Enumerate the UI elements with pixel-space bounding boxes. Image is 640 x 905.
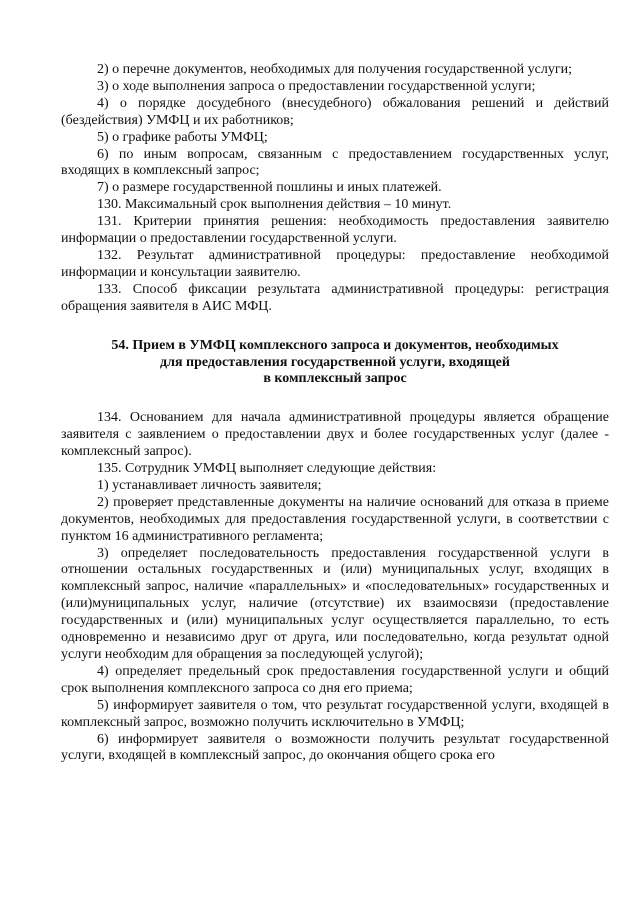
clause-131: 131. Критерии принятия решения: необходимость предоставления заявителю информации о предоставлении государственной услуги. xyxy=(61,214,609,247)
section-heading xyxy=(61,338,609,389)
clause-134: 134. Основанием для начала административной процедуры является обращение заявителя с заявлением о предоставлении двух и более государственных услуг (далее - комплексный запрос). xyxy=(61,410,609,460)
clause-135: 135. Сотрудник УМФЦ выполняет следующие действия: xyxy=(97,461,437,477)
list-item-4: 4) о порядке досудебного (внесудебного) обжалования решений и действий (бездействия) УМФЦ и их работников; xyxy=(61,95,609,128)
list-item-3: 3) о ходе выполнения запроса о предоставлении государственной услуги; xyxy=(97,78,536,94)
clause-130: 130. Максимальный срок выполнения действия – 10 минут. xyxy=(97,197,452,213)
action-item-4: 4) определяет предельный срок предоставления государственной услуги и общий срок выполнения комплексного запроса со дня его приема; xyxy=(61,663,609,696)
clause-133: 133. Способ фиксации результата административной процедуры: регистрация обращения заявителя в АИС МФЦ. xyxy=(61,281,609,314)
document-page xyxy=(61,62,609,765)
list-item-6: 6) по иным вопросам, связанным с предоставлением государственных услуг, входящих в комплексный запрос; xyxy=(61,146,609,179)
action-item-2: 2) проверяет представленные документы на наличие оснований для отказа в приеме документов, необходимых для предоставления государственной услуги, в соответствии с пунктом 16 административного регламента; xyxy=(61,494,609,544)
list-item-5: 5) о графике работы УМФЦ; xyxy=(97,129,268,145)
section-heading-line-3: в комплексный запрос xyxy=(263,371,407,387)
action-item-3: 3) определяет последовательность предоставления государственной услуги в отношении остальных государственных и (или) муниципальных услуг, входящих в комплексный запрос, наличие «параллельных» и «последовательных» государственных и (или)муниципальных услуг, наличие (отсутствие) их взаимосвязи (предоставление государственных и (или) муниципальных услуг осуществляется параллельно, то есть одновременно и независимо друг от друга, или последовательно, когда результат одной услуги необходим для обращения за последующей услугой); xyxy=(61,545,609,662)
clause-132: 132. Результат административной процедуры: предоставление необходимой информации и консультации заявителю. xyxy=(61,247,609,280)
list-item-7: 7) о размере государственной пошлины и иных платежей. xyxy=(97,180,442,196)
action-item-1: 1) устанавливает личность заявителя; xyxy=(97,477,322,493)
action-item-5: 5) информирует заявителя о том, что результат государственной услуги, входящей в комплексный запрос, возможно получить исключительно в УМФЦ; xyxy=(61,697,609,730)
list-item-2: 2) о перечне документов, необходимых для получения государственной услуги; xyxy=(97,62,572,77)
section-heading-line-2: для предоставления государственной услуги, входящей xyxy=(160,354,510,370)
action-item-6: 6) информирует заявителя о возможности получить результат государственной услуги, входящей в комплексный запрос, до окончания общего срока его xyxy=(61,731,609,764)
section-heading-line-1: 54. Прием в УМФЦ комплексного запроса и документов, необходимых xyxy=(111,337,559,353)
